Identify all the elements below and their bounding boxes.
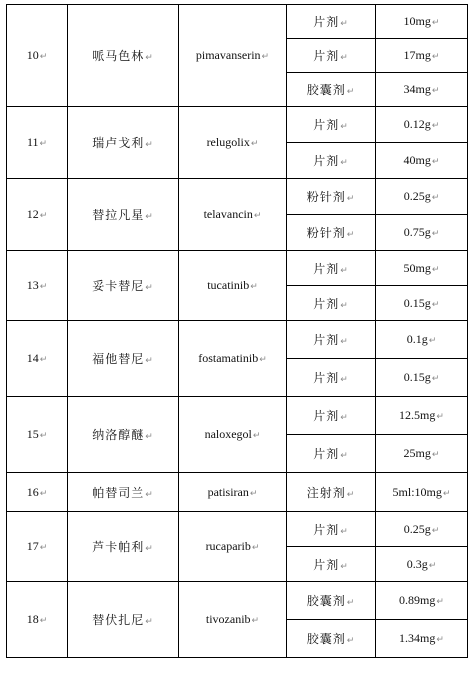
drug-name-cn-text: 瑞卢戈利	[92, 136, 145, 150]
specification-text: 0.25g	[403, 521, 431, 536]
specification	[376, 143, 468, 179]
row-number-text: 17	[26, 539, 39, 553]
paragraph-mark-icon: ↵	[145, 212, 154, 222]
specification-text: 0.15g	[403, 370, 431, 384]
dosage-form	[287, 39, 376, 73]
paragraph-mark-icon: ↵	[253, 211, 262, 221]
dosage-form	[287, 321, 376, 359]
table-row	[7, 473, 468, 512]
specification	[376, 107, 468, 143]
specification-text: 50mg	[403, 260, 431, 275]
drug-name-en-text: pimavanserin	[195, 48, 261, 62]
drug-name-cn-text: 哌马色林	[92, 49, 145, 63]
specification-text: 5ml:10mg	[392, 484, 442, 499]
paragraph-mark-icon: ↵	[346, 230, 356, 240]
paragraph-mark-icon: ↵	[145, 544, 154, 554]
drug-name-en	[179, 251, 287, 321]
table-row	[7, 582, 468, 620]
dosage-form-text: 片剂	[313, 118, 340, 132]
drug-name-en	[179, 5, 287, 107]
drug-name-en	[179, 473, 287, 512]
paragraph-mark-icon: ↵	[145, 489, 154, 500]
paragraph-mark-icon: ↵	[39, 431, 48, 441]
paragraph-mark-icon: ↵	[431, 299, 440, 310]
specification	[376, 359, 468, 397]
paragraph-mark-icon: ↵	[145, 432, 154, 442]
paragraph-mark-icon: ↵	[145, 140, 154, 150]
row-number-text: 12	[26, 207, 39, 221]
paragraph-mark-icon: ↵	[431, 157, 440, 167]
dosage-form-text: 片剂	[313, 522, 340, 537]
dosage-form-text: 片剂	[313, 49, 340, 63]
dosage-form	[287, 251, 376, 286]
dosage-form-text: 粉针剂	[306, 190, 346, 204]
drug-name-en-text: rucaparib	[205, 539, 251, 553]
dosage-form	[287, 435, 376, 473]
dosage-form-text: 片剂	[313, 447, 340, 461]
row-number-text: 14	[26, 351, 39, 365]
row-number	[7, 473, 68, 512]
specification	[376, 397, 468, 435]
specification	[376, 39, 468, 73]
drug-spec-table	[6, 4, 468, 658]
row-number-text: 15	[26, 427, 39, 441]
drug-name-cn	[68, 582, 179, 658]
drug-name-cn	[68, 179, 179, 251]
drug-name-en-text: fostamatinib	[198, 351, 259, 365]
specification-text: 34mg	[403, 82, 431, 96]
drug-name-cn	[68, 5, 179, 107]
paragraph-mark-icon: ↵	[39, 355, 48, 365]
paragraph-mark-icon: ↵	[250, 282, 258, 292]
table-body	[7, 5, 468, 658]
dosage-form	[287, 473, 376, 512]
dosage-form-text: 粉针剂	[306, 226, 346, 240]
drug-name-cn-text: 芦卡帕利	[92, 540, 145, 554]
table-row	[7, 5, 468, 39]
paragraph-mark-icon: ↵	[340, 337, 349, 347]
paragraph-mark-icon: ↵	[252, 431, 261, 441]
specification-text: 0.75g	[403, 225, 431, 239]
dosage-form	[287, 397, 376, 435]
drug-name-en-text: naloxegol	[204, 427, 252, 441]
paragraph-mark-icon: ↵	[442, 488, 451, 499]
paragraph-mark-icon: ↵	[346, 87, 356, 97]
dosage-form-text: 片剂	[313, 15, 340, 29]
specification-text: 25mg	[403, 446, 431, 460]
table-row	[7, 397, 468, 435]
drug-name-cn	[68, 397, 179, 473]
specification-text: 12.5mg	[399, 408, 436, 422]
drug-name-en-text: tivozanib	[205, 612, 251, 626]
table-row	[7, 251, 468, 286]
paragraph-mark-icon: ↵	[436, 635, 444, 645]
specification-text: 0.25g	[403, 189, 431, 203]
drug-name-cn-text: 妥卡替尼	[92, 279, 145, 293]
specification	[376, 547, 468, 582]
row-number	[7, 107, 68, 179]
drug-name-en-text: relugolix	[206, 135, 250, 149]
row-number-text: 13	[26, 278, 39, 292]
paragraph-mark-icon: ↵	[431, 121, 440, 131]
row-number-text: 16	[26, 484, 39, 499]
paragraph-mark-icon: ↵	[428, 560, 437, 571]
dosage-form	[287, 620, 376, 658]
dosage-form-text: 片剂	[313, 261, 340, 276]
paragraph-mark-icon: ↵	[249, 488, 258, 499]
paragraph-mark-icon: ↵	[431, 450, 440, 460]
dosage-form	[287, 359, 376, 397]
specification	[376, 251, 468, 286]
paragraph-mark-icon: ↵	[340, 300, 349, 311]
paragraph-mark-icon: ↵	[261, 52, 270, 62]
paragraph-mark-icon: ↵	[340, 413, 349, 423]
dosage-form	[287, 73, 376, 107]
paragraph-mark-icon: ↵	[145, 283, 154, 293]
dosage-form-text: 片剂	[313, 371, 340, 385]
paragraph-mark-icon: ↵	[251, 616, 260, 626]
paragraph-mark-icon: ↵	[431, 229, 440, 239]
paragraph-mark-icon: ↵	[346, 194, 356, 204]
paragraph-mark-icon: ↵	[340, 375, 349, 385]
specification	[376, 179, 468, 215]
drug-name-cn-text: 帕替司兰	[92, 485, 145, 500]
row-number-text: 11	[26, 135, 39, 149]
drug-name-cn	[68, 512, 179, 582]
dosage-form	[287, 512, 376, 547]
dosage-form-text: 注射剂	[306, 485, 346, 500]
paragraph-mark-icon: ↵	[431, 18, 440, 28]
paragraph-mark-icon: ↵	[346, 636, 356, 646]
drug-name-cn-text: 替伏扎尼	[92, 613, 145, 627]
row-number-text: 10	[26, 48, 39, 62]
paragraph-mark-icon: ↵	[431, 525, 440, 536]
specification	[376, 215, 468, 251]
row-number	[7, 397, 68, 473]
row-number	[7, 582, 68, 658]
paragraph-mark-icon: ↵	[250, 139, 259, 149]
paragraph-mark-icon: ↵	[431, 193, 440, 203]
specification	[376, 73, 468, 107]
paragraph-mark-icon: ↵	[39, 139, 48, 149]
dosage-form	[287, 107, 376, 143]
row-number	[7, 179, 68, 251]
specification-text: 40mg	[403, 153, 431, 167]
specification-text: 0.15g	[403, 295, 431, 310]
dosage-form	[287, 179, 376, 215]
row-number	[7, 5, 68, 107]
dosage-form-text: 片剂	[313, 333, 340, 347]
row-number-text: 18	[26, 612, 39, 626]
specification	[376, 286, 468, 321]
paragraph-mark-icon: ↵	[145, 617, 154, 627]
table-row	[7, 179, 468, 215]
drug-name-en	[179, 107, 287, 179]
paragraph-mark-icon: ↵	[340, 19, 349, 29]
specification	[376, 582, 468, 620]
paragraph-mark-icon: ↵	[431, 374, 440, 384]
dosage-form	[287, 215, 376, 251]
paragraph-mark-icon: ↵	[436, 597, 444, 607]
drug-name-en-text: tucatinib	[207, 278, 250, 292]
paragraph-mark-icon: ↵	[39, 488, 48, 499]
dosage-form-text: 片剂	[313, 296, 340, 311]
specification	[376, 435, 468, 473]
specification-text: 0.89mg	[399, 593, 436, 607]
paragraph-mark-icon: ↵	[251, 543, 260, 553]
specification	[376, 620, 468, 658]
drug-name-en	[179, 321, 287, 397]
row-number	[7, 251, 68, 321]
specification-text: 1.34mg	[399, 631, 436, 645]
dosage-form	[287, 582, 376, 620]
dosage-form-text: 胶囊剂	[306, 83, 346, 97]
table-row	[7, 512, 468, 547]
dosage-form-text: 片剂	[313, 154, 340, 168]
drug-name-en-text: telavancin	[203, 207, 253, 221]
row-number	[7, 512, 68, 582]
paragraph-mark-icon: ↵	[340, 158, 349, 168]
specification-text: 0.12g	[403, 117, 431, 131]
specification-text: 0.1g	[406, 332, 428, 346]
drug-name-cn	[68, 321, 179, 397]
paragraph-mark-icon: ↵	[340, 526, 349, 537]
dosage-form-text: 片剂	[313, 557, 340, 572]
drug-name-cn	[68, 473, 179, 512]
dosage-form	[287, 286, 376, 321]
paragraph-mark-icon: ↵	[431, 52, 440, 62]
paragraph-mark-icon: ↵	[259, 355, 267, 365]
specification-text: 0.3g	[406, 556, 428, 571]
drug-name-en	[179, 179, 287, 251]
drug-name-cn-text: 替拉凡星	[92, 208, 145, 222]
paragraph-mark-icon: ↵	[340, 265, 349, 276]
drug-name-cn	[68, 251, 179, 321]
specification-text: 10mg	[403, 14, 431, 28]
specification	[376, 321, 468, 359]
specification	[376, 5, 468, 39]
paragraph-mark-icon: ↵	[340, 451, 349, 461]
drug-name-cn-text: 福他替尼	[92, 352, 145, 366]
dosage-form	[287, 143, 376, 179]
dosage-form-text: 片剂	[313, 409, 340, 423]
table-row	[7, 107, 468, 143]
specification-text: 17mg	[403, 48, 431, 62]
paragraph-mark-icon: ↵	[431, 86, 440, 96]
paragraph-mark-icon: ↵	[39, 211, 48, 221]
specification	[376, 512, 468, 547]
drug-name-en	[179, 512, 287, 582]
drug-name-en	[179, 582, 287, 658]
dosage-form-text: 胶囊剂	[306, 632, 346, 646]
specification	[376, 473, 468, 512]
dosage-form	[287, 5, 376, 39]
paragraph-mark-icon: ↵	[346, 489, 356, 500]
table-row	[7, 321, 468, 359]
paragraph-mark-icon: ↵	[431, 264, 440, 275]
paragraph-mark-icon: ↵	[340, 122, 349, 132]
dosage-form	[287, 547, 376, 582]
paragraph-mark-icon: ↵	[346, 598, 356, 608]
paragraph-mark-icon: ↵	[428, 336, 437, 346]
drug-name-cn-text: 纳洛醇醚	[92, 428, 145, 442]
paragraph-mark-icon: ↵	[340, 53, 349, 63]
paragraph-mark-icon: ↵	[39, 52, 48, 62]
row-number	[7, 321, 68, 397]
paragraph-mark-icon: ↵	[39, 543, 48, 553]
paragraph-mark-icon: ↵	[145, 53, 154, 63]
paragraph-mark-icon: ↵	[39, 616, 48, 626]
dosage-form-text: 胶囊剂	[306, 594, 346, 608]
paragraph-mark-icon: ↵	[39, 282, 48, 292]
paragraph-mark-icon: ↵	[436, 412, 444, 422]
drug-name-cn	[68, 107, 179, 179]
paragraph-mark-icon: ↵	[340, 561, 349, 572]
paragraph-mark-icon: ↵	[145, 356, 154, 366]
drug-name-en-text: patisiran	[207, 484, 249, 499]
drug-name-en	[179, 397, 287, 473]
